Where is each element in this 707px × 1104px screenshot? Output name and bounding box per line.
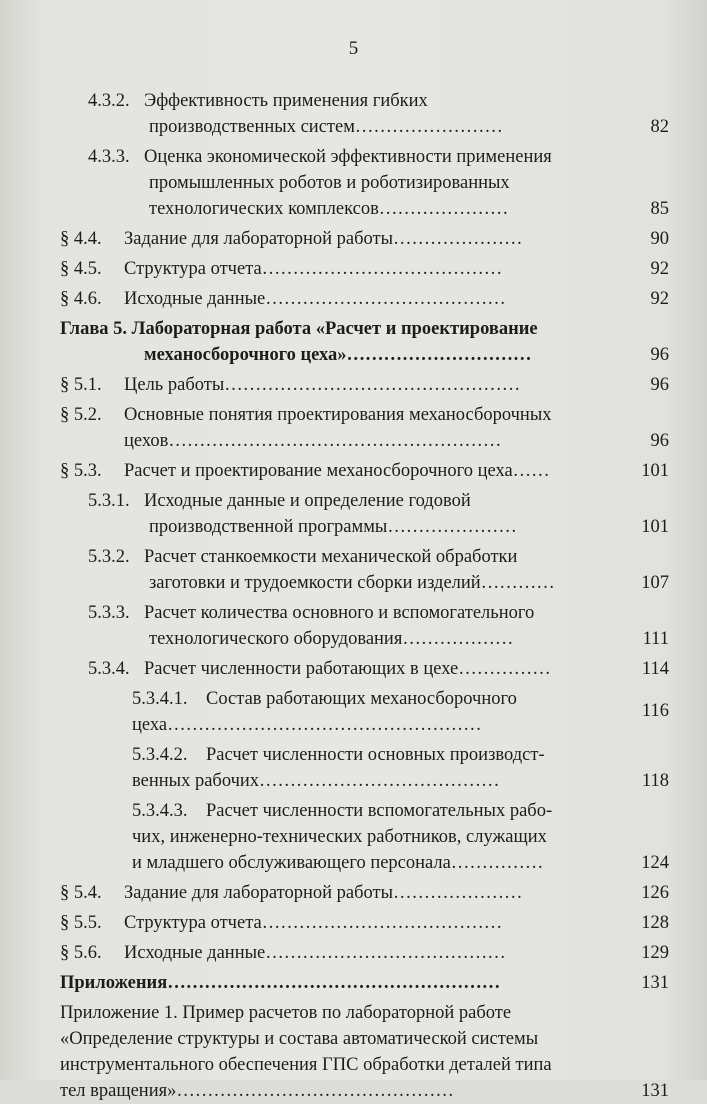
toc-entry-page: 129	[641, 943, 669, 963]
toc-entry-number: § 4.6.	[60, 289, 102, 309]
toc-entry-line: цехов………………………………………………	[124, 431, 502, 451]
toc-entry-page: 85	[650, 199, 669, 219]
toc-entry-number: 5.3.4.	[88, 659, 130, 679]
toc-entry-line: Цель работы…………………………………………	[124, 375, 521, 395]
toc-entry-page: 114	[641, 659, 669, 679]
page-number: 5	[348, 38, 359, 59]
toc-entry-page: 111	[642, 629, 669, 649]
toc-entry-number: 5.3.4.3.	[132, 801, 188, 821]
toc-entry-5-3-4-2	[0, 742, 707, 794]
toc-entry-5-3-2	[0, 544, 707, 596]
toc-entry-number: § 4.4.	[60, 229, 102, 249]
toc-entry-5-2	[0, 402, 707, 454]
toc-entry-4-5	[0, 256, 707, 282]
toc-entry-line: Задание для лабораторной работы…………………	[124, 229, 523, 249]
toc-entry-line: Расчет станкоемкости механической обработки	[144, 547, 518, 567]
toc-entry-line: Расчет количества основного и вспомогательного	[144, 603, 535, 623]
toc-entry-line: «Определение структуры и состава автоматической системы	[60, 1029, 539, 1049]
toc-entry-4-3-2	[0, 88, 707, 140]
toc-entry-line: Приложения………………………………………………	[60, 973, 501, 993]
toc-entry-line: производственной программы…………………	[149, 517, 517, 537]
toc-entry-4-3-3	[0, 144, 707, 222]
toc-entry-line: Исходные данные и определение годовой	[144, 491, 471, 511]
toc-entry-page: 101	[641, 461, 669, 481]
toc-entry-line: чих, инженерно-технических работников, служащих	[132, 827, 547, 847]
toc-entry-number: 4.3.2.	[88, 91, 130, 111]
toc-entry-line: Эффективность применения гибких	[144, 91, 428, 111]
toc-entry-line: Глава 5. Лабораторная работа «Расчет и проектирование	[60, 319, 538, 339]
toc-entry-page: 92	[650, 259, 669, 279]
toc-entry-page: 82	[650, 117, 669, 137]
toc-chapter-5	[0, 316, 707, 368]
toc-entry-5-5	[0, 910, 707, 936]
toc-entry-page: 124	[641, 853, 669, 873]
toc-entry-5-3-4-1	[0, 686, 707, 738]
toc-entry-line: механосборочного цеха»…………………………	[144, 345, 532, 365]
toc-entry-number: 5.3.3.	[88, 603, 130, 623]
toc-entry-line: и младшего обслуживающего персонала……………	[132, 853, 544, 873]
toc-entry-page: 96	[650, 431, 669, 451]
toc-entry-page: 96	[650, 345, 669, 365]
toc-entry-line: производственных систем……………………	[149, 117, 503, 137]
toc-entry-line: Оценка экономической эффективности применения	[144, 147, 552, 167]
toc-appendix-1	[0, 1000, 707, 1104]
toc-entry-line: инструментального обеспечения ГПС обработки деталей типа	[60, 1055, 552, 1075]
toc-entry-page: 116	[641, 701, 669, 721]
toc-entry-page: 128	[641, 913, 669, 933]
toc-entry-number: 5.3.2.	[88, 547, 130, 567]
toc-entry-number: § 5.4.	[60, 883, 102, 903]
toc-entry-number: § 4.5.	[60, 259, 102, 279]
toc-entry-5-3-1	[0, 488, 707, 540]
toc-entry-5-1	[0, 372, 707, 398]
toc-entry-number: § 5.3.	[60, 461, 102, 481]
toc-entry-5-6	[0, 940, 707, 966]
toc-entry-line: промышленных роботов и роботизированных	[149, 173, 510, 193]
toc-entry-page: 92	[650, 289, 669, 309]
toc-entry-line: Расчет численности вспомогательных рабо-	[206, 801, 553, 821]
toc-entry-page: 96	[650, 375, 669, 395]
toc-entry-line: технологических комплексов…………………	[149, 199, 509, 219]
toc-entry-number: § 5.5.	[60, 913, 102, 933]
toc-entry-5-3-4-3	[0, 798, 707, 876]
toc-entry-line: Исходные данные…………………………………	[124, 943, 506, 963]
toc-entry-4-4	[0, 226, 707, 252]
toc-entry-line: Задание для лабораторной работы…………………	[124, 883, 523, 903]
toc-entry-line: Структура отчета…………………………………	[124, 259, 503, 279]
toc-entry-number: 4.3.3.	[88, 147, 130, 167]
toc-entry-line: венных рабочих…………………………………	[132, 771, 500, 791]
toc-entry-line: Состав работающих механосборочного	[206, 689, 517, 709]
toc-entry-line: Расчет и проектирование механосборочного цеха……	[124, 461, 550, 481]
toc-entry-number: § 5.1.	[60, 375, 102, 395]
toc-entry-line: Расчет численности основных производст-	[206, 745, 545, 765]
toc-entry-number: § 5.2.	[60, 405, 102, 425]
toc-entry-line: заготовки и трудоемкости сборки изделий…………	[149, 573, 555, 593]
toc-entry-number: § 5.6.	[60, 943, 102, 963]
toc-entry-number: 5.3.4.1.	[132, 689, 188, 709]
toc-entry-line: Основные понятия проектирования механосборочных	[124, 405, 552, 425]
table-of-contents	[0, 88, 707, 1104]
toc-entry-4-6	[0, 286, 707, 312]
toc-entry-page: 90	[650, 229, 669, 249]
toc-entry-page: 131	[641, 973, 669, 993]
toc-entry-line: цеха……………………………………………	[132, 715, 482, 735]
toc-entry-page: 107	[641, 573, 669, 593]
toc-entry-line: технологического оборудования………………	[149, 629, 514, 649]
toc-entry-page: 126	[641, 883, 669, 903]
toc-entry-page: 118	[641, 771, 669, 791]
toc-entry-5-3	[0, 458, 707, 484]
toc-entry-5-3-3	[0, 600, 707, 652]
toc-entry-line: Структура отчета…………………………………	[124, 913, 503, 933]
toc-entry-line: Приложение 1. Пример расчетов по лабораторной работе	[60, 1003, 512, 1023]
toc-entry-page: 101	[641, 517, 669, 537]
toc-entry-5-4	[0, 880, 707, 906]
toc-entry-5-3-4	[0, 656, 707, 682]
toc-entry-page: 131	[641, 1081, 669, 1101]
toc-entry-line: тел вращения»………………………………………	[60, 1081, 454, 1101]
toc-appendices	[0, 970, 707, 996]
toc-entry-number: 5.3.4.2.	[132, 745, 188, 765]
toc-entry-line: Расчет численности работающих в цехе……………	[144, 659, 551, 679]
toc-entry-line: Исходные данные…………………………………	[124, 289, 506, 309]
toc-entry-number: 5.3.1.	[88, 491, 130, 511]
